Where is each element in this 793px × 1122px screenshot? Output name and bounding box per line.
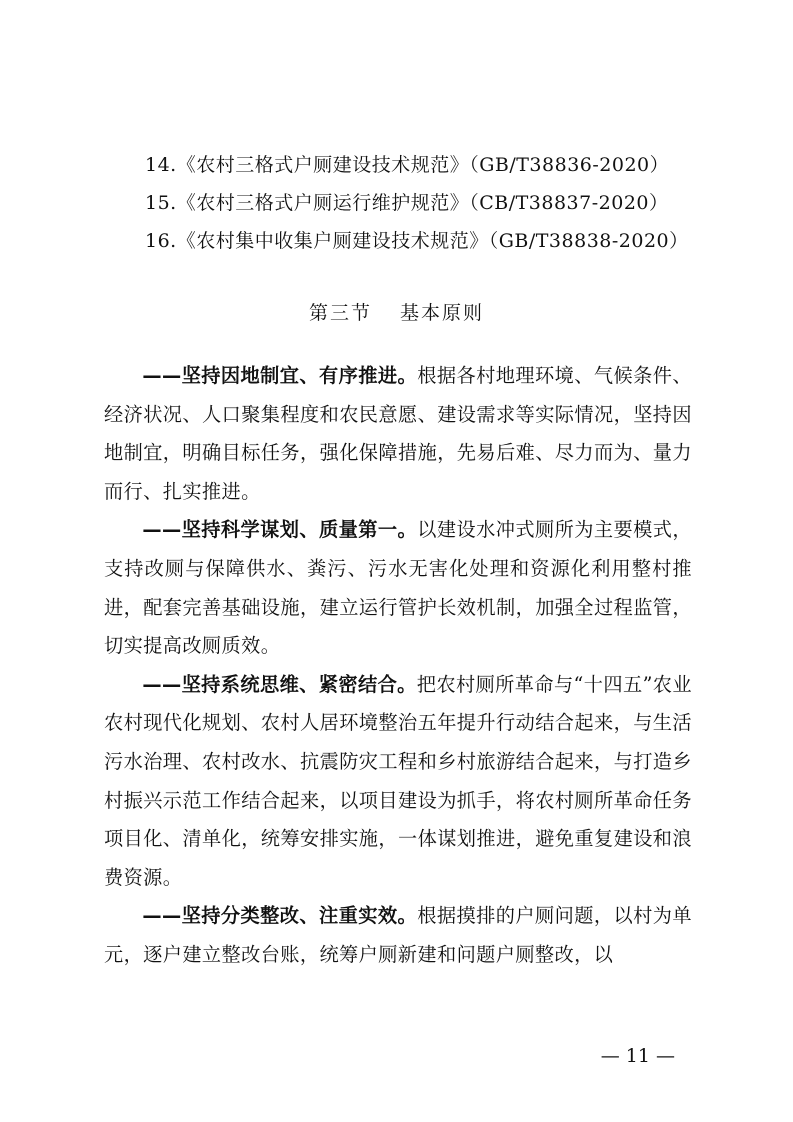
principle-lead: ——坚持科学谋划、质量第一。 <box>142 518 418 542</box>
section-title: 基本原则 <box>400 302 485 324</box>
principle-text: 根据各村地理环境、气候条件、经济状况、人口聚集程度和农民意愿、建设需求等实际情况，坚持因地制宜，明确目标任务，强化保障措施，先易后难、尽力而为、量力而行、扎实推进。 <box>104 364 692 503</box>
standard-item: 15.《农村三格式户厕运行维护规范》（CB/T38837-2020） <box>145 192 669 214</box>
principle-text: 以建设水冲式厕所为主要模式，支持改厕与保障供水、粪污、污水无害化处理和资源化利用整村推进，配套完善基础设施，建立运行管护长效机制，加强全过程监管，切实提高改厕质效。 <box>104 518 692 658</box>
principle-lead: ——坚持因地制宜、有序推进。 <box>142 364 418 387</box>
standards-list <box>145 146 745 260</box>
principle-paragraph <box>104 511 692 665</box>
page-number: — 11 — <box>600 1045 675 1067</box>
principle-paragraph <box>104 666 692 898</box>
principle-lead: ——坚持系统思维、紧密结合。 <box>142 672 417 696</box>
principle-text: 根据摸排的户厕问题，以村为单元，逐户建立整改台账，统筹户厕新建和问题户厕整改，以 <box>104 904 692 966</box>
principle-text: 把农村厕所革命与“十四五”农业农村现代化规划、农村人居环境整治五年提升行动结合起来，与生活污水治理、农村改水、抗震防灾工程和乡村旅游结合起来，与打造乡村振兴示范工作结合起来，以项目建设为抓手，将农村厕所革命任务项目化、清单化，统筹安排实施，一体谋划推进，避免重复建设和浪费资源。 <box>104 672 692 889</box>
principles-body <box>104 357 692 975</box>
principle-lead: ——坚持分类整改、注重实效。 <box>142 904 418 928</box>
standard-item: 16.《农村集中收集户厕建设技术规范》（GB/T38838-2020） <box>145 230 689 252</box>
section-heading <box>0 298 793 328</box>
section-number: 第三节 <box>308 302 372 324</box>
principle-paragraph <box>104 897 692 974</box>
principle-paragraph <box>104 357 692 511</box>
standard-item: 14.《农村三格式户厕建设技术规范》（GB/T38836-2020） <box>145 154 670 176</box>
